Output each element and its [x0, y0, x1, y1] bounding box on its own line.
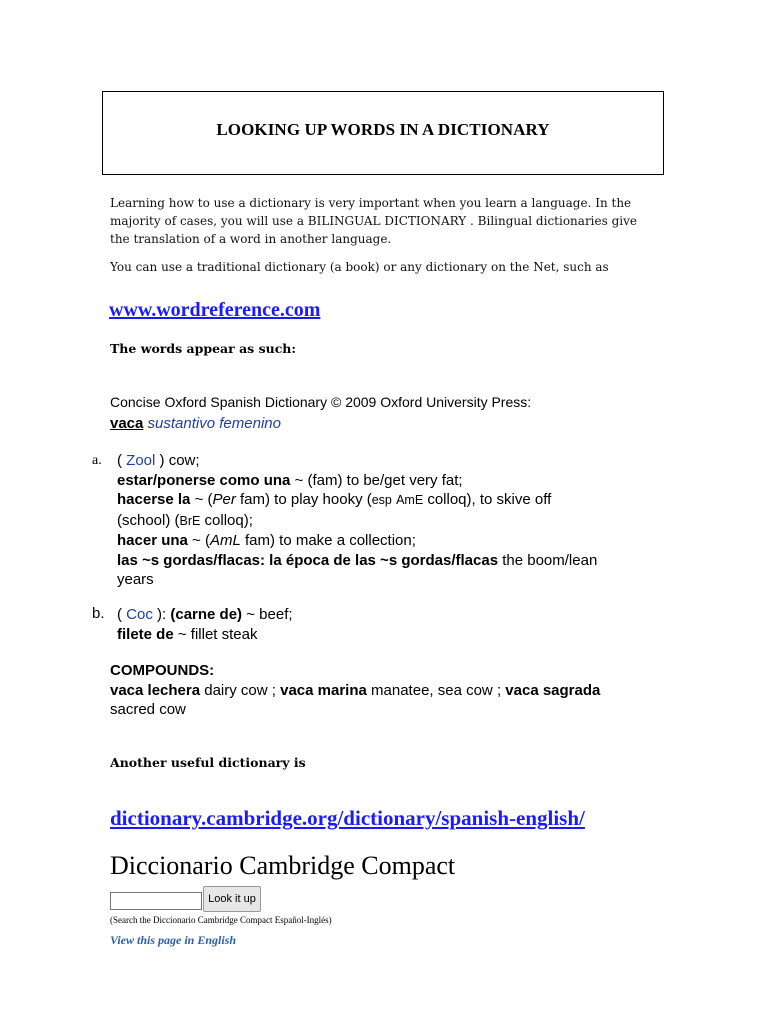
look-it-up-button[interactable]: Look it up — [203, 886, 261, 912]
phrase: las ~s gordas/flacas — [117, 551, 260, 569]
sense-b-line-1: ( Coc ): (carne de) ~ beef; — [117, 606, 293, 623]
phrase-gloss: the boom/lean — [502, 551, 598, 569]
sense-b-line-2 — [117, 625, 657, 645]
compound: vaca lechera — [110, 681, 201, 699]
sense-b — [117, 605, 657, 644]
dictionary-source: Concise Oxford Spanish Dictionary © 2009 Oxford University Press: — [110, 394, 532, 410]
part-of-speech: sustantivo femenino — [147, 415, 281, 432]
sense-b-label[interactable]: Coc — [126, 606, 153, 623]
sense-a-line-1: ( Zool ) cow; — [117, 452, 200, 469]
region-label: AmL — [209, 532, 241, 549]
compounds-list: vaca lechera dairy cow ; vaca marina manatee, sea cow ; vaca sagrada sacred cow — [110, 681, 601, 718]
headword-line — [110, 415, 281, 432]
cambridge-link[interactable]: dictionary.cambridge.org/dictionary/spanish-english/ — [110, 806, 585, 830]
sense-a-line-3 — [117, 490, 657, 511]
sense-a-line-2 — [117, 471, 657, 491]
phrase-gloss: fam) to make a collection; — [245, 532, 416, 549]
phrase: la época de las ~s gordas/flacas — [269, 551, 499, 569]
phrase-gloss: fam) to play hooky ( — [240, 491, 372, 508]
compound-gloss: sacred cow — [110, 701, 186, 718]
cambridge-title: Diccionario Cambridge Compact — [110, 851, 456, 880]
phrase-tilde: ~ ( — [192, 532, 210, 549]
sense-a-line-6 — [117, 551, 657, 571]
phrase: filete de — [117, 625, 174, 643]
compounds-section — [110, 661, 670, 720]
phrase-gloss: ~ beef; — [246, 606, 293, 623]
phrase: estar/ponerse como una — [117, 471, 291, 489]
sense-a-line-5 — [117, 531, 657, 551]
phrase-tilde: ~ ( — [194, 491, 213, 508]
view-in-english-link[interactable]: View this page in English — [110, 933, 237, 947]
search-input[interactable] — [110, 892, 202, 910]
intro-paragraph-1: Learning how to use a dictionary is very important when you learn a language. In the majority of cases, you will use a BILINGUAL DICTIONARY . Bilingual dictionaries give the translation of a word in another language. — [110, 196, 637, 246]
sense-b-marker: b. — [92, 605, 105, 622]
compound: vaca sagrada — [505, 681, 601, 699]
search-note: (Search the Diccionario Cambridge Compact Español-Inglés) — [110, 915, 332, 925]
phrase-gloss: ~ fillet steak — [177, 625, 258, 643]
usage-label: BrE — [179, 513, 201, 528]
phrase-gloss: colloq), to skive off — [427, 491, 552, 508]
sense-a-label[interactable]: Zool — [126, 452, 156, 469]
phrase-gloss: colloq); — [204, 511, 253, 529]
sense-a-marker: a. — [92, 453, 102, 468]
sense-a-line-4 — [117, 511, 657, 532]
another-dictionary-text: Another useful dictionary is — [110, 755, 306, 770]
usage-label: esp — [371, 493, 392, 507]
title-box — [102, 91, 664, 175]
wordreference-link[interactable]: www.wordreference.com — [109, 299, 321, 321]
region-label: Per — [212, 491, 236, 508]
intro-paragraph-2: You can use a traditional dictionary (a book) or any dictionary on the Net, such as — [110, 260, 609, 274]
intro-text — [110, 194, 650, 276]
phrase-gloss: (school) ( — [117, 511, 180, 529]
phrase-separator: : — [260, 551, 270, 569]
sense-a — [117, 451, 657, 590]
compound-gloss: manatee, sea cow — [371, 681, 493, 699]
sense-a-gloss: cow; — [168, 452, 200, 469]
headword[interactable]: vaca — [110, 415, 144, 432]
subheading: The words appear as such: — [110, 341, 297, 356]
compound: vaca marina — [280, 681, 367, 699]
compounds-title: COMPOUNDS: — [110, 662, 215, 679]
phrase: hacer una — [117, 532, 188, 549]
usage-label: AmE — [396, 493, 424, 507]
compound-gloss: dairy cow — [204, 681, 268, 699]
sense-a-line-7: years — [117, 571, 154, 588]
phrase: hacerse la — [117, 491, 191, 508]
page-title: LOOKING UP WORDS IN A DICTIONARY — [216, 120, 550, 139]
phrase-gloss: ~ (fam) to be/get very fat; — [294, 471, 463, 489]
phrase: (carne de) — [170, 606, 243, 623]
